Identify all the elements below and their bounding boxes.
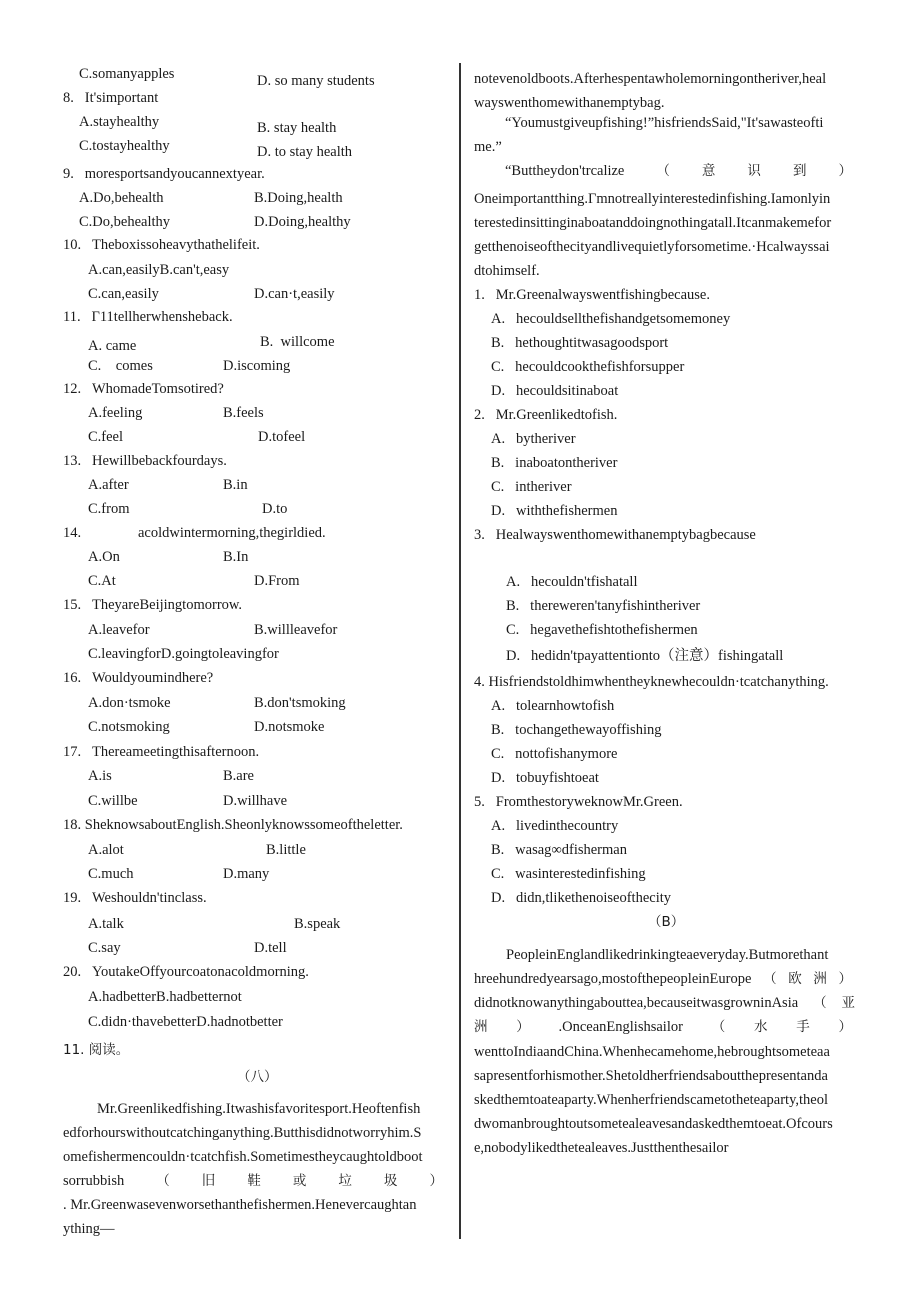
r3-option: B. thereweren'tanyfishintheriver (506, 598, 701, 614)
r3-option: A. hecouldn'tfishatall (506, 574, 638, 590)
q17-option-c: C.willbe (88, 793, 138, 809)
q18-option-d: D.many (223, 866, 270, 882)
passage-line-justified: “Buttheydon'trcalize （ 意 识 到 ） (505, 163, 852, 179)
r2-option: A. bytheriver (491, 431, 576, 447)
q8-stem: 8. It'simportant (63, 90, 159, 106)
passage-b-line: wenttoIndiaandChina.Whenhecamehome,hebroughtsometeaa (474, 1044, 830, 1060)
r5-option: B. wasag∞dfisherman (491, 842, 627, 858)
passage-line: terestedinsittinginaboatanddoingnothingatall.Itcanmakemefor (474, 215, 832, 231)
q14-option-a: A.On (88, 549, 120, 565)
q8-option-d: D. to stay health (257, 144, 353, 160)
q8-option-b: B. stay health (257, 120, 337, 136)
q16-option-a: A.don·tsmoke (88, 695, 171, 711)
q19-option-a: A.talk (88, 916, 124, 932)
r2-stem: 2. Mr.Greenlikedtofish. (474, 407, 618, 423)
reading-section-heading: 11. 阅读。 (63, 1042, 130, 1058)
q15-option-cd: C.leavingforD.goingtoleavingfor (88, 646, 279, 662)
q19-option-d: D.tell (254, 940, 287, 956)
column-divider (459, 63, 461, 1239)
passage-line: getthenoiseofthecityandlivequietlyforsometime.·Hcalwayssai (474, 239, 830, 255)
q15-stem: 15. TheyareBeijingtomorrow. (63, 597, 243, 613)
q16-option-d: D.notsmoke (254, 719, 325, 735)
q11-option-c: C. comes (88, 358, 153, 374)
q9-option-a: A.Do,behealth (79, 190, 164, 206)
r2-option: C. intheriver (491, 479, 572, 495)
r1-option: B. hethoughtitwasagoodsport (491, 335, 669, 351)
q14-option-d: D.From (254, 573, 300, 589)
passage-b-line-justified: hreehundredyearsago,mostofthepeopleinEurope （ 欧 洲 ） (474, 971, 852, 987)
passage-line: omefishermencouldn·tcatchfish.Sometimestheycaughtoldboot (63, 1149, 423, 1165)
q11-option-a: A. came (88, 338, 137, 354)
q11-option-d: D.iscoming (223, 358, 291, 374)
q12-option-b: B.feels (223, 405, 264, 421)
passage-b-line: dwomanbroughtoutsometealeavesandaskedthemtoeat.Ofcours (474, 1116, 833, 1132)
passage-line: notevenoldboots.Afterhespentawholemorningontheriver,heal (474, 71, 827, 87)
q7-option-d: D. so many students (257, 73, 375, 89)
passage-line: “Youmustgiveupfishing!”hisfriendsSaid,"It'sawasteofti (505, 115, 824, 131)
q16-option-b: B.don'tsmoking (254, 695, 346, 711)
q13-option-c: C.from (88, 501, 130, 517)
r2-option: D. withthefishermen (491, 503, 618, 519)
passage-b-line: skedthemtoateaparty.Whenherfriendscametotheteaparty,theol (474, 1092, 829, 1108)
r5-option: A. livedinthecountry (491, 818, 619, 834)
q18-option-a: A.alot (88, 842, 124, 858)
q15-option-a: A.leavefor (88, 622, 150, 638)
q17-stem: 17. Thereameetingthisafternoon. (63, 744, 260, 760)
r4-option: C. nottofishanymore (491, 746, 618, 762)
passage-b-line: sapresentforhismother.Shetoldherfriendsaboutthepresentanda (474, 1068, 828, 1084)
passage-line: wayswenthomewithanemptybag. (474, 95, 665, 111)
q13-stem: 13. Hewillbebackfourdays. (63, 453, 227, 469)
q15-option-b: B.willleavefor (254, 622, 338, 638)
r5-stem: 5. FromthestoryweknowMr.Green. (474, 794, 683, 810)
q20-stem: 20. YoutakeOffyourcoatonacoldmorning. (63, 964, 309, 980)
q20-option-cd: C.didn·thavebetterD.hadnotbetter (88, 1014, 283, 1030)
q14-option-c: C.At (88, 573, 116, 589)
q18-option-b: B.little (266, 842, 306, 858)
r1-stem: 1. Mr.Greenalwayswentfishingbecause. (474, 287, 710, 303)
q16-option-c: C.notsmoking (88, 719, 170, 735)
passage-line-justified: sorrubbish （ 旧 鞋 或 垃 圾 ） (63, 1173, 443, 1189)
r4-stem: 4. Hisfriendstoldhimwhentheyknewhecouldn·tcatchanything. (474, 674, 829, 690)
r3-stem: 3. Healwayswenthomewithanemptybagbecause (474, 527, 756, 543)
r4-option: B. tochangethewayoffishing (491, 722, 662, 738)
q16-stem: 16. Wouldyoumindhere? (63, 670, 214, 686)
passage-b-label: （B） (648, 914, 685, 930)
q9-option-c: C.Do,behealthy (79, 214, 171, 230)
passage-line: me.” (474, 139, 502, 155)
q17-option-d: D.willhave (223, 793, 288, 809)
q7-option-c: C.somanyapples (79, 66, 175, 82)
r5-option: C. wasinterestedinfishing (491, 866, 646, 882)
q9-stem: 9. moresportsandyoucannextyear. (63, 166, 265, 182)
q14-number: 14. (63, 525, 82, 541)
passage-line: edforhourswithoutcatchinganything.Butthisdidnotworryhim.S (63, 1125, 422, 1141)
q10-option-c: C.can,easily (88, 286, 159, 302)
q19-option-b: B.speak (294, 916, 341, 932)
q12-stem: 12. WhomadeTomsotired? (63, 381, 224, 397)
q12-option-a: A.feeling (88, 405, 143, 421)
r3-option: C. hegavethefishtothefishermen (506, 622, 698, 638)
q10-option-ab: A.can,easilyB.can't,easy (88, 262, 230, 278)
r1-option: D. hecouldsitinaboat (491, 383, 619, 399)
r2-option: B. inaboatontheriver (491, 455, 618, 471)
r4-option: A. tolearnhowtofish (491, 698, 615, 714)
q18-stem: 18. SheknowsaboutEnglish.Sheonlyknowssomeoftheletter. (63, 817, 403, 833)
passage-b-line-justified: didnotknowanythingabouttea,becauseitwasgrowninAsia （ 亚 (474, 995, 855, 1011)
q8-option-a: A.stayhealthy (79, 114, 160, 130)
q13-option-b: B.in (223, 477, 248, 493)
passage-label: （八） (237, 1069, 278, 1085)
q18-option-c: C.much (88, 866, 134, 882)
r1-option: C. hecouldcookthefishforsupper (491, 359, 685, 375)
q8-option-c: C.tostayhealthy (79, 138, 170, 154)
q14-option-b: B.In (223, 549, 249, 565)
passage-line: ything— (63, 1221, 115, 1237)
q9-option-d: D.Doing,healthy (254, 214, 351, 230)
q10-option-d: D.can·t,easily (254, 286, 335, 302)
q13-option-a: A.after (88, 477, 129, 493)
q11-option-b: B. willcome (260, 334, 335, 350)
r3-option: D. hedidn'tpayattentionto（注意）fishingatall (506, 648, 784, 664)
q11-stem: 11. Γ11tellherwhensheback. (63, 309, 233, 325)
passage-b-line-justified: 洲 ） .OnceanEnglishsailor （ 水 手 ） (474, 1019, 852, 1035)
passage-b-line: PeopleinEnglandlikedrinkingteaeveryday.Butmorethant (506, 947, 829, 963)
passage-b-line: e,nobodylikedthetealeaves.Justthenthesailor (474, 1140, 729, 1156)
q17-option-b: B.are (223, 768, 254, 784)
q19-option-c: C.say (88, 940, 121, 956)
passage-line: Oneimportantthing.Γmnotreallyinterestedinfishing.Iamonlyin (474, 191, 831, 207)
q12-option-c: C.feel (88, 429, 124, 445)
q10-stem: 10. Theboxissoheavythathelifeit. (63, 237, 260, 253)
q9-option-b: B.Doing,health (254, 190, 343, 206)
r4-option: D. tobuyfishtoeat (491, 770, 599, 786)
passage-line: . Mr.Greenwasevenworsethanthefishermen.Henevercaughtan (63, 1197, 417, 1213)
passage-line: Mr.Greenlikedfishing.Itwashisfavoritesport.Heoftenfish (97, 1101, 421, 1117)
q14-stem: acoldwintermorning,thegirldied. (138, 525, 326, 541)
r5-option: D. didn,tlikethenoiseofthecity (491, 890, 672, 906)
q17-option-a: A.is (88, 768, 112, 784)
q13-option-d: D.to (262, 501, 288, 517)
q19-stem: 19. Weshouldn'tinclass. (63, 890, 207, 906)
r1-option: A. hecouldsellthefishandgetsomemoney (491, 311, 731, 327)
q20-option-ab: A.hadbetterB.hadbetternot (88, 989, 242, 1005)
q12-option-d: D.tofeel (258, 429, 306, 445)
passage-line: dtohimself. (474, 263, 540, 279)
